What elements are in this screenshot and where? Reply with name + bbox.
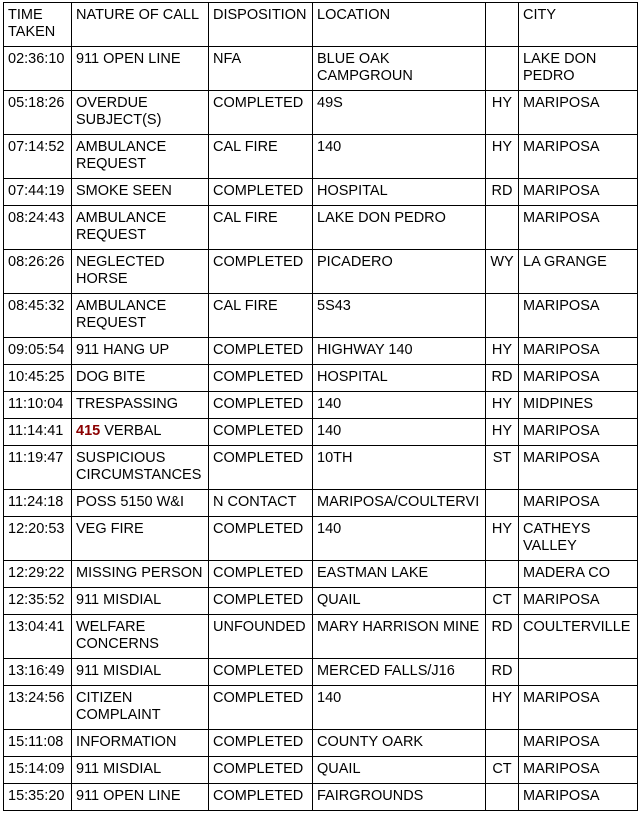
cell-nature [72, 206, 209, 250]
cell-city: MARIPOSA [519, 784, 638, 811]
cell-disposition: COMPLETED [209, 730, 313, 757]
cell-disposition: COMPLETED [209, 179, 313, 206]
nature-text: INFORMATION [76, 734, 177, 750]
cell-nature [72, 588, 209, 615]
cell-city: MADERA CO [519, 561, 638, 588]
table-row [4, 206, 638, 250]
nature-text: 911 MISDIAL [76, 761, 162, 777]
header-time: TIME TAKEN [4, 3, 72, 47]
cell-location: HOSPITAL [313, 365, 486, 392]
cell-location: QUAIL [313, 588, 486, 615]
cell-time: 08:26:26 [4, 250, 72, 294]
nature-text: 911 MISDIAL [76, 592, 162, 608]
cell-location: PICADERO [313, 250, 486, 294]
cell-time: 05:18:26 [4, 91, 72, 135]
cell-time: 11:10:04 [4, 392, 72, 419]
nature-text: VERBAL [100, 423, 162, 439]
nature-text: SUSPICIOUS CIRCUMSTANCES [76, 450, 202, 483]
nature-text: AMBULANCE REQUEST [76, 298, 167, 331]
cell-time: 11:14:41 [4, 419, 72, 446]
cell-time: 15:14:09 [4, 757, 72, 784]
cell-location: 49S [313, 91, 486, 135]
cell-location: 5S43 [313, 294, 486, 338]
cell-suffix: ST [486, 446, 519, 490]
cell-location: 10TH [313, 446, 486, 490]
cell-city: MARIPOSA [519, 294, 638, 338]
cell-nature [72, 91, 209, 135]
cell-disposition: COMPLETED [209, 659, 313, 686]
cell-time: 13:16:49 [4, 659, 72, 686]
cell-city: MARIPOSA [519, 206, 638, 250]
cell-nature [72, 446, 209, 490]
table-row [4, 91, 638, 135]
cell-time: 08:45:32 [4, 294, 72, 338]
cell-time: 08:24:43 [4, 206, 72, 250]
cell-disposition: COMPLETED [209, 588, 313, 615]
cell-suffix: HY [486, 338, 519, 365]
cell-time: 11:19:47 [4, 446, 72, 490]
cell-nature [72, 338, 209, 365]
cell-time: 15:11:08 [4, 730, 72, 757]
cell-suffix [486, 490, 519, 517]
cell-time: 07:44:19 [4, 179, 72, 206]
table-row [4, 730, 638, 757]
header-location: LOCATION [313, 3, 486, 47]
cell-time: 12:29:22 [4, 561, 72, 588]
cell-location: 140 [313, 135, 486, 179]
nature-text: CITIZEN COMPLAINT [76, 690, 161, 723]
cell-suffix [486, 784, 519, 811]
table-row [4, 338, 638, 365]
cell-suffix: CT [486, 757, 519, 784]
cell-disposition: COMPLETED [209, 250, 313, 294]
nature-text: MISSING PERSON [76, 565, 203, 581]
nature-text: AMBULANCE REQUEST [76, 139, 167, 172]
cell-location: 140 [313, 686, 486, 730]
cell-city: MARIPOSA [519, 365, 638, 392]
cell-nature [72, 784, 209, 811]
cell-disposition: COMPLETED [209, 91, 313, 135]
cell-nature [72, 135, 209, 179]
cell-nature [72, 659, 209, 686]
cell-nature [72, 47, 209, 91]
cell-disposition: COMPLETED [209, 419, 313, 446]
nature-text: SMOKE SEEN [76, 183, 172, 199]
cell-disposition: COMPLETED [209, 392, 313, 419]
cell-disposition: COMPLETED [209, 365, 313, 392]
call-log-table [3, 2, 638, 811]
cell-city: MARIPOSA [519, 338, 638, 365]
cell-disposition: COMPLETED [209, 686, 313, 730]
cell-time: 09:05:54 [4, 338, 72, 365]
cell-location: FAIRGROUNDS [313, 784, 486, 811]
cell-nature [72, 517, 209, 561]
cell-city: MARIPOSA [519, 686, 638, 730]
cell-city: MARIPOSA [519, 91, 638, 135]
cell-disposition: COMPLETED [209, 561, 313, 588]
cell-location: MARIPOSA/COULTERVI [313, 490, 486, 517]
cell-city: MARIPOSA [519, 446, 638, 490]
cell-nature [72, 730, 209, 757]
cell-suffix: HY [486, 686, 519, 730]
table-row [4, 419, 638, 446]
cell-suffix: RD [486, 659, 519, 686]
cell-nature [72, 615, 209, 659]
cell-nature [72, 179, 209, 206]
cell-city: MARIPOSA [519, 588, 638, 615]
cell-time: 13:04:41 [4, 615, 72, 659]
nature-text: 911 MISDIAL [76, 663, 162, 679]
table-row [4, 490, 638, 517]
cell-suffix [486, 294, 519, 338]
cell-location: 140 [313, 392, 486, 419]
cell-suffix: HY [486, 91, 519, 135]
cell-time: 13:24:56 [4, 686, 72, 730]
cell-location: QUAIL [313, 757, 486, 784]
nature-text: 911 OPEN LINE [76, 788, 181, 804]
cell-location: HOSPITAL [313, 179, 486, 206]
table-row [4, 588, 638, 615]
call-code: 415 [76, 423, 101, 439]
cell-city: MARIPOSA [519, 730, 638, 757]
table-row [4, 686, 638, 730]
cell-city: LA GRANGE [519, 250, 638, 294]
cell-city: CATHEYS VALLEY [519, 517, 638, 561]
cell-disposition: COMPLETED [209, 338, 313, 365]
cell-city: MARIPOSA [519, 757, 638, 784]
nature-text: POSS 5150 W&I [76, 494, 184, 510]
cell-disposition: COMPLETED [209, 517, 313, 561]
header-nature: NATURE OF CALL [72, 3, 209, 47]
cell-disposition: UNFOUNDED [209, 615, 313, 659]
nature-text: NEGLECTED HORSE [76, 254, 165, 287]
cell-location: MARY HARRISON MINE [313, 615, 486, 659]
cell-location: EASTMAN LAKE [313, 561, 486, 588]
cell-suffix: RD [486, 615, 519, 659]
cell-disposition: NFA [209, 47, 313, 91]
cell-city: MARIPOSA [519, 135, 638, 179]
cell-city: MARIPOSA [519, 419, 638, 446]
cell-disposition: N CONTACT [209, 490, 313, 517]
table-row [4, 757, 638, 784]
cell-location: 140 [313, 517, 486, 561]
cell-time: 12:35:52 [4, 588, 72, 615]
cell-location: COUNTY OARK [313, 730, 486, 757]
cell-nature [72, 561, 209, 588]
cell-time: 02:36:10 [4, 47, 72, 91]
cell-suffix [486, 206, 519, 250]
table-row [4, 365, 638, 392]
call-log-body [4, 47, 638, 811]
table-row [4, 446, 638, 490]
header-row [4, 3, 638, 47]
cell-disposition: CAL FIRE [209, 206, 313, 250]
cell-nature [72, 419, 209, 446]
cell-nature [72, 365, 209, 392]
cell-disposition: COMPLETED [209, 784, 313, 811]
cell-suffix: HY [486, 392, 519, 419]
header-city: CITY [519, 3, 638, 47]
nature-text: 911 OPEN LINE [76, 51, 181, 67]
cell-city: LAKE DON PEDRO [519, 47, 638, 91]
table-row [4, 179, 638, 206]
table-row [4, 250, 638, 294]
cell-suffix: RD [486, 179, 519, 206]
cell-disposition: CAL FIRE [209, 294, 313, 338]
cell-time: 10:45:25 [4, 365, 72, 392]
nature-text: VEG FIRE [76, 521, 144, 537]
cell-suffix [486, 561, 519, 588]
cell-nature [72, 490, 209, 517]
nature-text: WELFARE CONCERNS [76, 619, 159, 652]
cell-time: 11:24:18 [4, 490, 72, 517]
cell-nature [72, 294, 209, 338]
cell-disposition: COMPLETED [209, 446, 313, 490]
cell-location: BLUE OAK CAMPGROUN [313, 47, 486, 91]
table-row [4, 392, 638, 419]
nature-text: OVERDUE SUBJECT(S) [76, 95, 162, 128]
cell-time: 07:14:52 [4, 135, 72, 179]
cell-city: COULTERVILLE [519, 615, 638, 659]
cell-suffix: WY [486, 250, 519, 294]
cell-city: MIDPINES [519, 392, 638, 419]
cell-suffix [486, 47, 519, 91]
table-row [4, 561, 638, 588]
cell-suffix: RD [486, 365, 519, 392]
table-row [4, 47, 638, 91]
header-suffix [486, 3, 519, 47]
cell-suffix [486, 730, 519, 757]
cell-suffix: CT [486, 588, 519, 615]
table-row [4, 784, 638, 811]
table-row [4, 294, 638, 338]
cell-nature [72, 757, 209, 784]
nature-text: DOG BITE [76, 369, 146, 385]
cell-time: 12:20:53 [4, 517, 72, 561]
header-disposition: DISPOSITION [209, 3, 313, 47]
cell-location: MERCED FALLS/J16 [313, 659, 486, 686]
table-row [4, 517, 638, 561]
table-row [4, 615, 638, 659]
cell-location: 140 [313, 419, 486, 446]
cell-nature [72, 686, 209, 730]
cell-time: 15:35:20 [4, 784, 72, 811]
cell-location: HIGHWAY 140 [313, 338, 486, 365]
cell-suffix: HY [486, 135, 519, 179]
cell-nature [72, 250, 209, 294]
cell-suffix: HY [486, 517, 519, 561]
cell-nature [72, 392, 209, 419]
nature-text: AMBULANCE REQUEST [76, 210, 167, 243]
cell-suffix: HY [486, 419, 519, 446]
cell-city [519, 659, 638, 686]
cell-disposition: CAL FIRE [209, 135, 313, 179]
cell-city: MARIPOSA [519, 179, 638, 206]
table-row [4, 135, 638, 179]
cell-city: MARIPOSA [519, 490, 638, 517]
cell-location: LAKE DON PEDRO [313, 206, 486, 250]
nature-text: 911 HANG UP [76, 342, 170, 358]
cell-disposition: COMPLETED [209, 757, 313, 784]
nature-text: TRESPASSING [76, 396, 179, 412]
table-row [4, 659, 638, 686]
